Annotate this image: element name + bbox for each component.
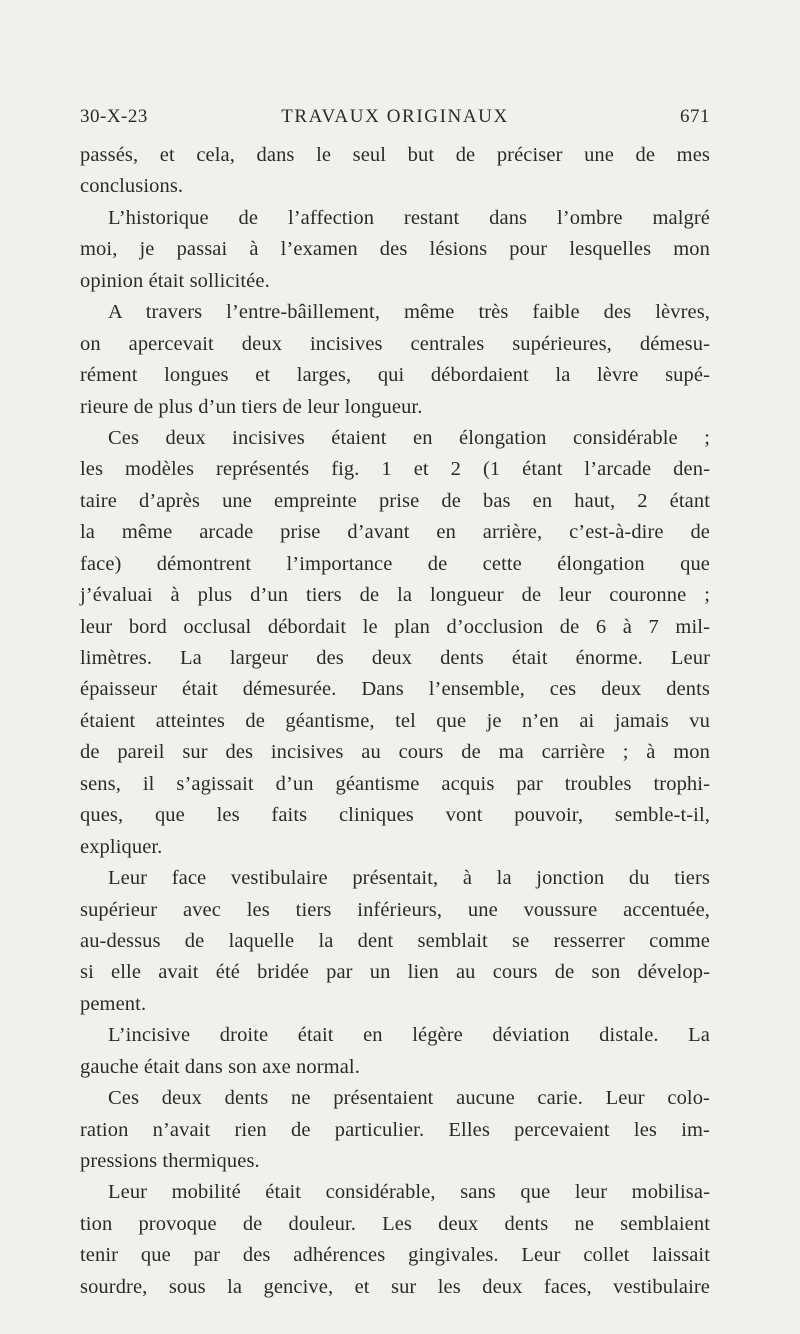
- text-line: opinion était sollicitée.: [80, 269, 270, 292]
- text-line: pressions thermiques.: [80, 1150, 260, 1172]
- text-line: rément longues et larges, qui débordaient la lèvre supé-: [80, 364, 710, 387]
- section-title: TRAVAUX ORIGINAUX: [281, 106, 509, 127]
- text-line: tenir que par des adhérences gingivales. Leur collet laissait: [80, 1244, 710, 1267]
- text-line: j’évaluai à plus d’un tiers de la longueur de leur couronne ;: [80, 584, 710, 607]
- text-line: épaisseur était démesurée. Dans l’ensemble, ces deux dents: [80, 678, 710, 701]
- text-line: conclusions.: [80, 175, 184, 198]
- text-line: gauche était dans son axe normal.: [80, 1055, 360, 1078]
- text-line: de pareil sur des incisives au cours de ma carrière ; à mon: [80, 741, 710, 764]
- text-line: sens, il s’agissait d’un géantisme acquis par troubles trophi-: [80, 772, 710, 795]
- text-line: leur bord occlusal débordait le plan d’occlusion de 6 à 7 mil-: [80, 615, 710, 638]
- text-line: sourdre, sous la gencive, et sur les deux faces, vestibulaire: [80, 1275, 710, 1298]
- text-line: on apercevait deux incisives centrales supérieures, démesu-: [80, 332, 710, 355]
- text-line: étaient atteintes de géantisme, tel que je n’en ai jamais vu: [80, 709, 710, 732]
- text-line: taire d’après une empreinte prise de bas en haut, 2 étant: [80, 489, 710, 512]
- text-line: pement.: [80, 992, 147, 1015]
- text-line: au-dessus de laquelle la dent semblait se resserrer comme: [80, 929, 710, 952]
- text-line: Ces deux dents ne présentaient aucune carie. Leur colo-: [108, 1087, 710, 1110]
- text-line: ration n’avait rien de particulier. Elles percevaient les im-: [80, 1118, 710, 1141]
- text-line: expliquer.: [80, 835, 163, 858]
- text-line: passés, et cela, dans le seul but de préciser une de mes: [80, 144, 710, 166]
- text-line: ques, que les faits cliniques vont pouvoir, semble-t-il,: [80, 804, 710, 827]
- text-line: la même arcade prise d’avant en arrière, c’est-à-dire de: [80, 521, 710, 544]
- running-header: [80, 104, 710, 130]
- text-line: rieure de plus d’un tiers de leur longueur.: [80, 395, 423, 418]
- text-line: Ces deux incisives étaient en élongation considérable ;: [108, 426, 710, 449]
- text-line: les modèles représentés fig. 1 et 2 (1 étant l’arcade den-: [80, 458, 710, 481]
- text-line: Leur face vestibulaire présentait, à la jonction du tiers: [108, 867, 710, 890]
- text-line: A travers l’entre-bâillement, même très faible des lèvres,: [108, 301, 710, 324]
- text-line: si elle avait été bridée par un lien au cours de son dévelop-: [80, 961, 710, 984]
- text-line: supérieur avec les tiers inférieurs, une voussure accentuée,: [80, 898, 710, 921]
- text-line: Leur mobilité était considérable, sans que leur mobilisa-: [108, 1181, 710, 1204]
- text-line: face) démontrent l’importance de cette élongation que: [80, 552, 710, 575]
- text-line: limètres. La largeur des deux dents était énorme. Leur: [80, 647, 710, 669]
- page-number: 671: [680, 106, 710, 127]
- text-line: L’historique de l’affection restant dans l’ombre malgré: [108, 206, 710, 229]
- body-text: [80, 140, 710, 1303]
- issue-date: 30-X-23: [80, 106, 148, 127]
- text-line: moi, je passai à l’examen des lésions pour lesquelles mon: [80, 238, 710, 261]
- text-line: tion provoque de douleur. Les deux dents ne semblaient: [80, 1212, 710, 1235]
- text-line: L’incisive droite était en légère déviation distale. La: [108, 1024, 710, 1047]
